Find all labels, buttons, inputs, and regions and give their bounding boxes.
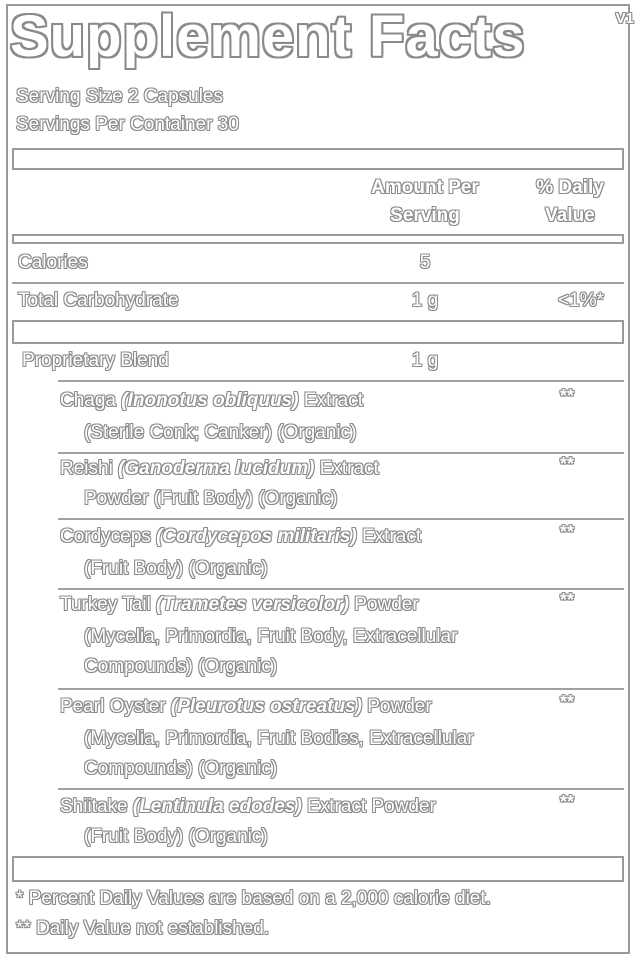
row-divider	[58, 518, 624, 520]
panel-title: Supplement Facts	[10, 4, 526, 69]
ingredient-latin-name: (Cordycepos militaris)	[156, 526, 357, 547]
ingredient-name: Cordyceps	[60, 526, 157, 547]
nutrient-name: Total Carbohydrate	[18, 290, 179, 311]
ingredient-form: Extract	[314, 458, 379, 479]
ingredient-latin-name: (Ganoderma lucidum)	[118, 458, 315, 479]
ingredient-daily-value: **	[560, 454, 575, 474]
ingredient-line	[60, 696, 432, 719]
ingredient-name: Turkey Tail	[60, 594, 157, 615]
ingredient-name: Shiitake	[60, 796, 133, 817]
thick-divider-top	[12, 148, 624, 170]
ingredient-line	[60, 390, 363, 413]
header-dv-line1: % Daily	[536, 177, 604, 198]
header-dv-line2: Value	[545, 205, 595, 226]
servings-per-container: Servings Per Container 30	[16, 114, 239, 135]
nutrient-amount: 5	[419, 252, 431, 273]
ingredient-daily-value: **	[560, 386, 575, 406]
ingredient-detail: (Mycelia, Primordia, Fruit Bodies, Extracellular	[84, 728, 474, 749]
header-amount-per-serving	[350, 174, 500, 230]
footnote-not-established: ** Daily Value not established.	[16, 918, 270, 939]
serving-size: Serving Size 2 Capsules	[16, 86, 223, 107]
header-amount-line1: Amount Per	[371, 177, 479, 198]
header-amount-line2: Serving	[390, 205, 460, 226]
ingredient-detail: Compounds) (Organic)	[84, 656, 278, 677]
footnote-daily-values: * Percent Daily Values are based on a 2,000 calorie diet.	[16, 888, 491, 909]
ingredient-name: Pearl Oyster	[60, 696, 171, 717]
ingredient-name: Chaga	[60, 390, 122, 411]
ingredient-detail: (Fruit Body) (Organic)	[84, 558, 268, 579]
nutrient-name: Calories	[18, 252, 88, 273]
ingredient-form: Extract	[356, 526, 422, 547]
medium-divider	[12, 234, 624, 244]
nutrient-daily-value: <1%*	[558, 290, 604, 311]
row-divider	[58, 588, 624, 590]
ingredient-line	[60, 796, 436, 819]
ingredient-line	[60, 458, 379, 481]
ingredient-daily-value: **	[560, 792, 575, 812]
thick-divider-bottom	[12, 856, 624, 882]
ingredient-daily-value: **	[560, 590, 575, 610]
ingredient-detail: (Fruit Body) (Organic)	[84, 826, 268, 847]
ingredient-form: Powder	[361, 696, 432, 717]
blend-amount: 1 g	[411, 350, 439, 371]
ingredient-name: Reishi	[60, 458, 119, 479]
version-label: V1	[615, 10, 634, 27]
nutrient-amount: 1 g	[411, 290, 439, 311]
blend-name: Proprietary Blend	[22, 350, 169, 371]
ingredient-detail: Compounds) (Organic)	[84, 758, 278, 779]
ingredient-form: Extract Powder	[301, 796, 436, 817]
ingredient-latin-name: (Inonotus obliquus)	[121, 390, 299, 411]
ingredient-form: Powder	[349, 594, 419, 615]
thick-divider-middle	[12, 320, 624, 344]
ingredient-line	[60, 526, 421, 549]
ingredient-latin-name: (Lentinula edodes)	[132, 796, 302, 817]
row-divider	[58, 452, 624, 454]
ingredient-daily-value: **	[560, 522, 575, 542]
ingredient-line	[60, 594, 419, 617]
ingredient-detail: Powder (Fruit Body) (Organic)	[84, 488, 338, 509]
ingredient-detail: (Sterile Conk; Canker) (Organic)	[84, 422, 357, 443]
header-daily-value	[520, 174, 620, 230]
ingredient-detail: (Mycelia, Primordia, Fruit Body, Extracellular	[84, 626, 458, 647]
row-divider	[12, 282, 624, 284]
ingredient-daily-value: **	[560, 692, 575, 712]
ingredient-latin-name: (Trametes versicolor)	[156, 594, 349, 615]
row-divider	[58, 788, 624, 790]
ingredient-form: Extract	[298, 390, 363, 411]
row-divider	[58, 688, 624, 690]
row-divider	[58, 380, 624, 382]
ingredient-latin-name: (Pleurotus ostreatus)	[170, 696, 362, 717]
